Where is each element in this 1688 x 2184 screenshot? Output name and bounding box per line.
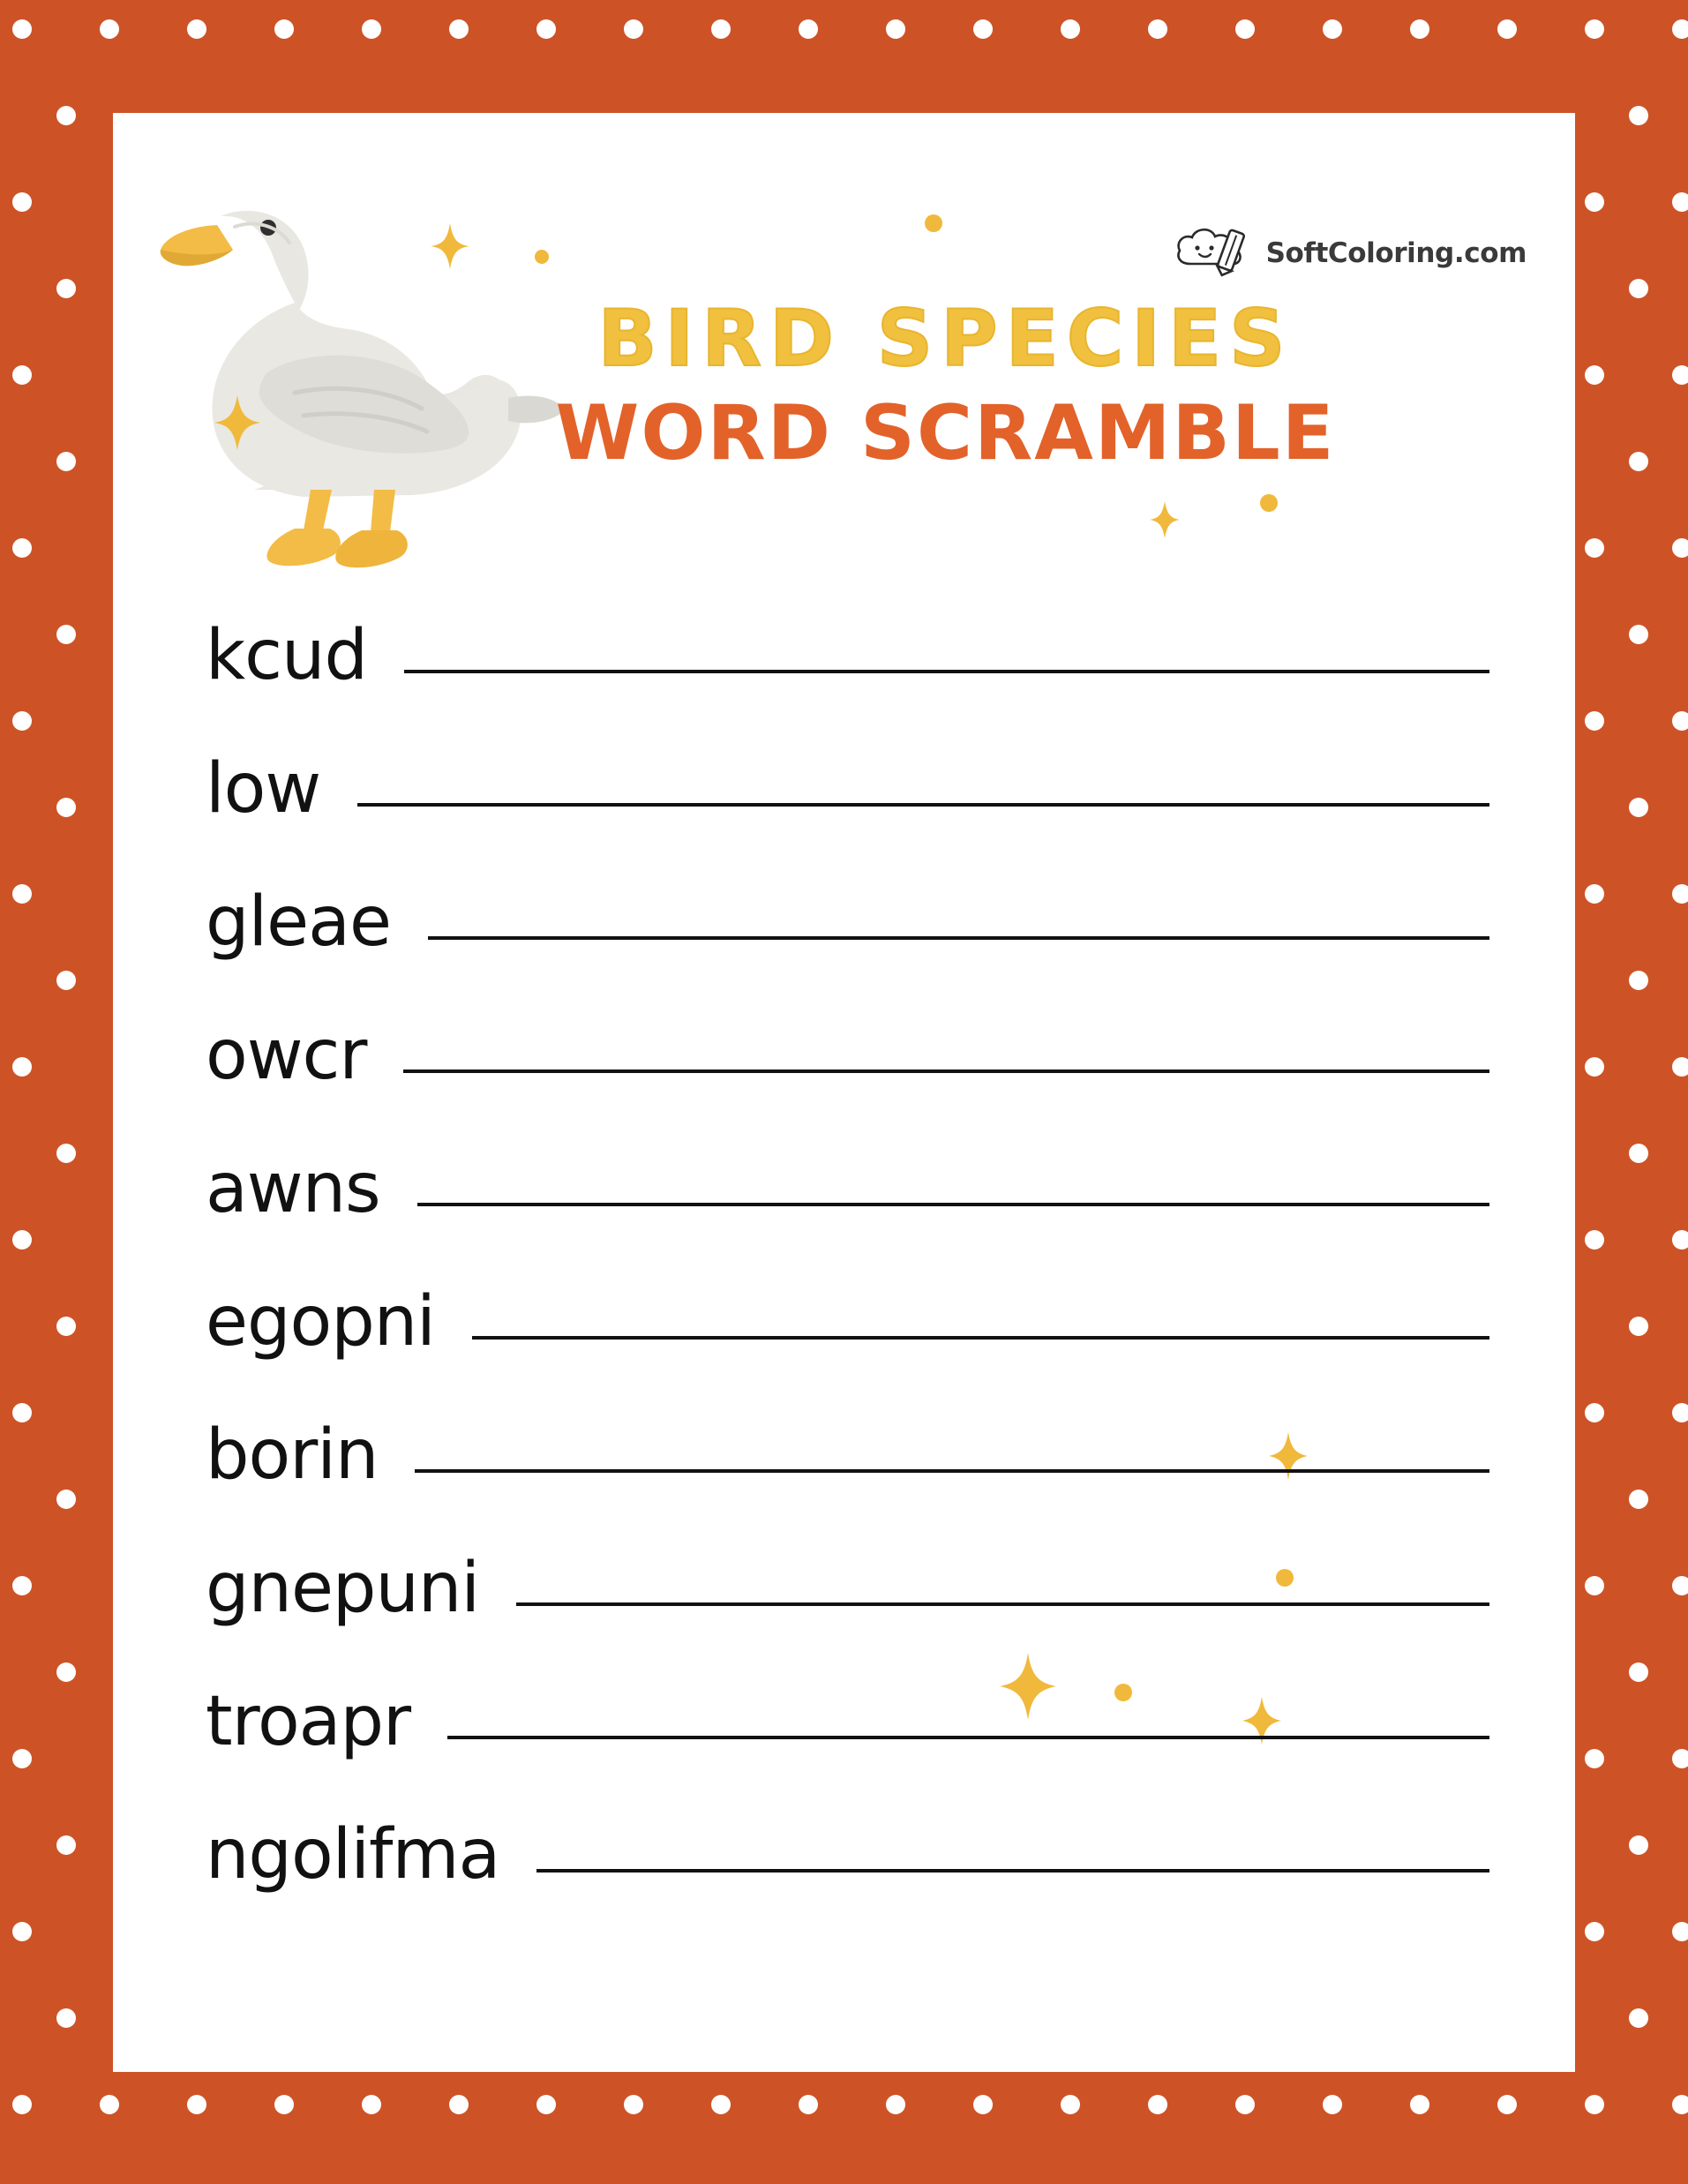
- scrambled-word: egopni: [206, 1282, 435, 1362]
- answer-blank[interactable]: [415, 1460, 1489, 1473]
- border-dot: [449, 2095, 469, 2114]
- border-dot: [56, 1144, 76, 1163]
- border-dot: [1672, 1749, 1688, 1768]
- scrambled-word: awns: [206, 1149, 380, 1228]
- scrambled-word: owcr: [206, 1016, 367, 1095]
- border-dot: [56, 2008, 76, 2028]
- page-subtitle: WORD SCRAMBLE: [555, 389, 1336, 478]
- border-dot: [624, 2095, 643, 2114]
- answer-blank[interactable]: [447, 1727, 1489, 1739]
- border-dot: [1585, 1403, 1604, 1422]
- border-dot: [1672, 1576, 1688, 1595]
- border-dot: [56, 452, 76, 471]
- cloud-pencil-logo-icon: [1173, 223, 1254, 282]
- list-item: [206, 616, 1491, 749]
- border-dot: [56, 1662, 76, 1682]
- border-dot: [1629, 2008, 1648, 2028]
- border-dot: [1629, 971, 1648, 990]
- scrambled-word: gnepuni: [206, 1549, 479, 1628]
- border-dot: [187, 19, 206, 39]
- border-dot: [886, 2095, 905, 2114]
- scrambled-word: gleae: [206, 882, 391, 962]
- border-dot: [1629, 1490, 1648, 1509]
- answer-blank[interactable]: [516, 1594, 1489, 1606]
- answer-blank[interactable]: [404, 661, 1489, 673]
- scrambled-word: ngolifma: [206, 1815, 500, 1895]
- brand-logo: [1173, 223, 1527, 282]
- border-dot: [1672, 1230, 1688, 1250]
- border-dot: [1148, 19, 1167, 39]
- list-item: [206, 749, 1491, 882]
- border-dot: [1148, 2095, 1167, 2114]
- border-dot: [624, 19, 643, 39]
- list-item: [206, 1815, 1491, 1948]
- border-dot: [1629, 1662, 1648, 1682]
- border-dot: [1585, 1057, 1604, 1077]
- border-dot: [1672, 711, 1688, 731]
- border-dot: [56, 971, 76, 990]
- border-dot: [1672, 1057, 1688, 1077]
- list-item: [206, 1149, 1491, 1282]
- border-dot: [56, 279, 76, 298]
- list-item: [206, 882, 1491, 1016]
- list-item: [206, 1415, 1491, 1549]
- border-dot: [56, 1490, 76, 1509]
- border-dot: [12, 2095, 32, 2114]
- border-dot: [711, 19, 731, 39]
- word-scramble-list: [206, 616, 1491, 1948]
- confetti-dot: [1260, 494, 1278, 512]
- border-dot: [56, 1835, 76, 1855]
- border-dot: [1672, 365, 1688, 385]
- border-dot: [1585, 19, 1604, 39]
- border-dot: [187, 2095, 206, 2114]
- border-dot: [799, 2095, 818, 2114]
- list-item: [206, 1549, 1491, 1682]
- border-dot: [100, 2095, 119, 2114]
- border-dot: [274, 19, 294, 39]
- border-dot: [1629, 798, 1648, 817]
- border-dot: [56, 798, 76, 817]
- border-dot: [1323, 2095, 1342, 2114]
- title-block: [113, 293, 1575, 478]
- border-dot: [973, 2095, 993, 2114]
- border-dot: [1410, 19, 1429, 39]
- border-dot: [12, 1749, 32, 1768]
- border-dot: [12, 1403, 32, 1422]
- scrambled-word: troapr: [206, 1682, 411, 1761]
- border-dot: [1585, 1749, 1604, 1768]
- border-dot: [1585, 1576, 1604, 1595]
- worksheet-page: [113, 113, 1575, 2072]
- border-dot: [1585, 1230, 1604, 1250]
- answer-blank[interactable]: [403, 1061, 1489, 1073]
- border-dot: [362, 19, 381, 39]
- border-dot: [12, 19, 32, 39]
- border-dot: [274, 2095, 294, 2114]
- border-dot: [1497, 19, 1517, 39]
- border-dot: [1672, 192, 1688, 212]
- scrambled-word: low: [206, 749, 321, 829]
- border-dot: [1585, 192, 1604, 212]
- border-dot: [1323, 19, 1342, 39]
- border-dot: [1585, 365, 1604, 385]
- border-dot: [12, 538, 32, 558]
- border-dot: [449, 19, 469, 39]
- border-dot: [12, 1576, 32, 1595]
- border-dot: [1672, 2095, 1688, 2114]
- border-dot: [1629, 1835, 1648, 1855]
- border-dot: [711, 2095, 731, 2114]
- border-dot: [1672, 1922, 1688, 1941]
- border-dot: [886, 19, 905, 39]
- border-dot: [1585, 1922, 1604, 1941]
- confetti-dot: [535, 250, 549, 264]
- border-dot: [536, 19, 556, 39]
- answer-blank[interactable]: [536, 1860, 1489, 1873]
- list-item: [206, 1016, 1491, 1149]
- border-dot: [12, 711, 32, 731]
- border-dot: [1235, 2095, 1255, 2114]
- border-dot: [1629, 1317, 1648, 1336]
- border-dot: [799, 19, 818, 39]
- border-dot: [1410, 2095, 1429, 2114]
- border-dot: [12, 1922, 32, 1941]
- border-dot: [362, 2095, 381, 2114]
- border-dot: [1585, 884, 1604, 904]
- border-dot: [12, 1230, 32, 1250]
- border-dot: [1497, 2095, 1517, 2114]
- border-dot: [56, 625, 76, 644]
- border-dot: [1585, 711, 1604, 731]
- border-dot: [1629, 625, 1648, 644]
- list-item: [206, 1282, 1491, 1415]
- list-item: [206, 1682, 1491, 1815]
- sparkle-icon: [1150, 501, 1180, 543]
- page-title: BIRD SPECIES: [597, 293, 1294, 384]
- border-dot: [56, 1317, 76, 1336]
- border-dot: [1672, 19, 1688, 39]
- border-dot: [100, 19, 119, 39]
- border-dot: [1235, 19, 1255, 39]
- border-dot: [1061, 19, 1080, 39]
- answer-blank[interactable]: [472, 1327, 1489, 1340]
- border-dot: [536, 2095, 556, 2114]
- border-dot: [1585, 2095, 1604, 2114]
- border-dot: [12, 884, 32, 904]
- border-dot: [12, 1057, 32, 1077]
- border-dot: [973, 19, 993, 39]
- scrambled-word: borin: [206, 1415, 379, 1495]
- scrambled-word: kcud: [206, 616, 368, 695]
- border-dot: [1672, 884, 1688, 904]
- answer-blank[interactable]: [428, 927, 1489, 940]
- border-dot: [1672, 538, 1688, 558]
- border-dot: [1585, 538, 1604, 558]
- border-dot: [1672, 1403, 1688, 1422]
- brand-name: SoftColoring.com: [1265, 236, 1527, 269]
- border-dot: [1629, 452, 1648, 471]
- answer-blank[interactable]: [417, 1194, 1489, 1206]
- border-dot: [1629, 106, 1648, 125]
- answer-blank[interactable]: [357, 794, 1489, 807]
- sparkle-icon: [431, 223, 469, 274]
- border-dot: [1629, 279, 1648, 298]
- border-dot: [1061, 2095, 1080, 2114]
- confetti-dot: [925, 214, 942, 232]
- border-dot: [12, 192, 32, 212]
- border-dot: [1629, 1144, 1648, 1163]
- border-dot: [56, 106, 76, 125]
- border-dot: [12, 365, 32, 385]
